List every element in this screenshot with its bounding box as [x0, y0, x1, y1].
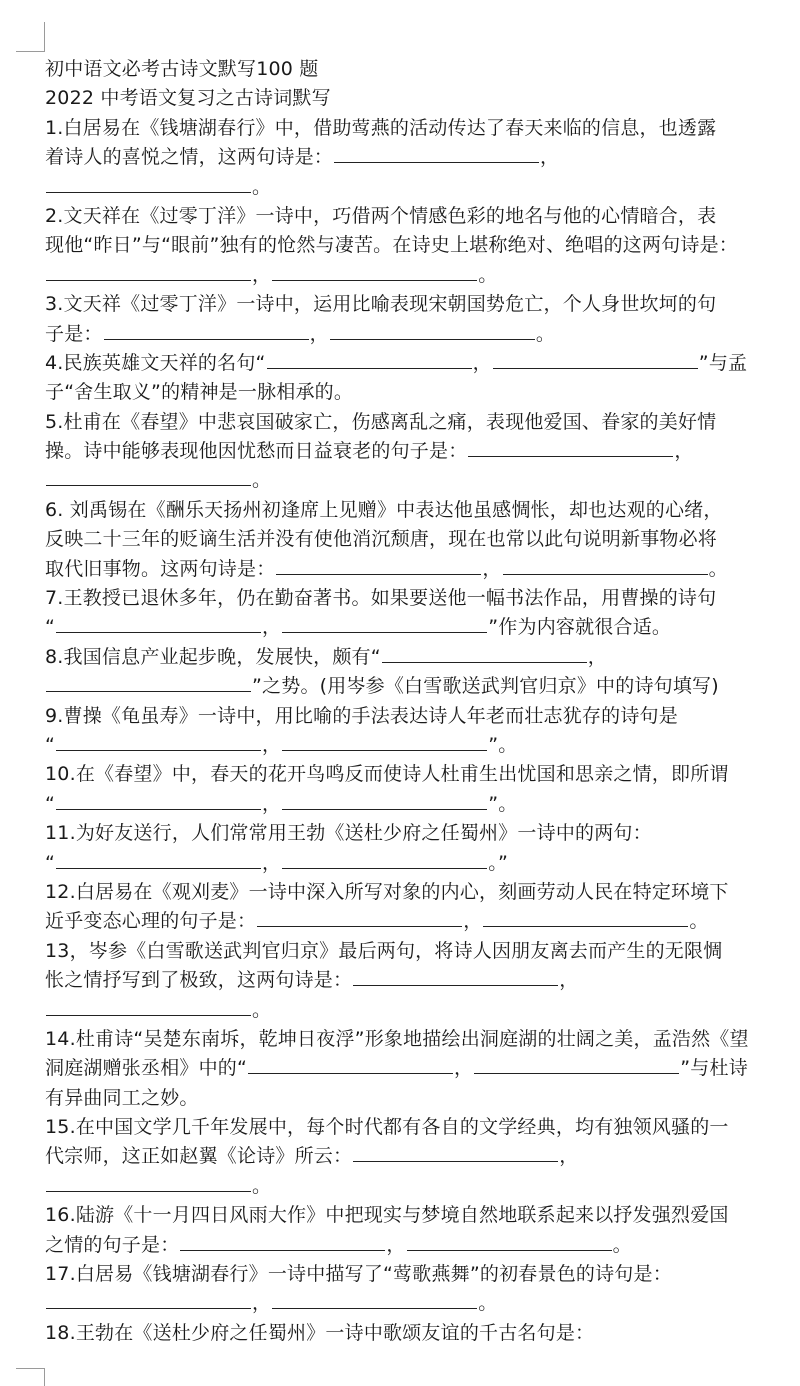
text-segment: ， — [559, 969, 579, 992]
page-corner-mark-bottom — [44, 1368, 45, 1386]
fill-in-blank[interactable] — [267, 349, 472, 369]
fill-in-blank[interactable] — [493, 349, 698, 369]
text-segment: ， — [262, 792, 282, 815]
text-segment: 代宗师，这正如赵翼《论诗》所云： — [45, 1145, 353, 1168]
text-segment: 。 — [708, 557, 728, 580]
text-segment: 反映二十三年的贬谪生活并没有使他消沉颓唐，现在也常以此句说明新事物必将 — [45, 528, 718, 551]
fill-in-blank[interactable] — [282, 790, 487, 810]
fill-in-blank[interactable] — [272, 261, 477, 281]
text-segment: “ — [45, 851, 56, 874]
fill-in-blank[interactable] — [334, 143, 539, 163]
text-line — [45, 849, 800, 878]
text-segment: ”与杜诗 — [680, 1057, 748, 1080]
text-segment: ， — [674, 440, 694, 463]
text-segment: ”。 — [488, 733, 518, 756]
text-segment: 初中语文必考古诗文默写100 题 — [45, 58, 319, 80]
text-segment: ， — [559, 1145, 579, 1168]
text-segment: 着诗人的喜悦之情，这两句诗是： — [45, 146, 334, 169]
fill-in-blank[interactable] — [272, 1289, 477, 1309]
text-segment: 近乎变态心理的句子是： — [45, 910, 257, 933]
text-segment: ， — [540, 146, 560, 169]
text-line — [45, 1054, 800, 1083]
fill-in-blank[interactable] — [104, 320, 309, 340]
text-line — [45, 290, 800, 319]
text-segment: 洞庭湖赠张丞相》中的“ — [45, 1057, 248, 1080]
text-line — [45, 1289, 800, 1318]
page-corner-mark-top — [44, 22, 45, 51]
text-line — [45, 613, 800, 642]
text-segment: 。 — [689, 910, 709, 933]
text-line — [45, 1260, 800, 1289]
fill-in-blank[interactable] — [407, 1231, 612, 1251]
fill-in-blank[interactable] — [276, 555, 481, 575]
text-segment: ， — [587, 645, 607, 668]
text-segment: 13，岑参《白雪歌送武判官归京》最后两句，将诗人因朋友离去而产生的无限惆 — [45, 939, 723, 962]
text-segment: ， — [252, 1292, 272, 1315]
text-segment: ”之势。(用岑参《白雪歌送武判官归京》中的诗句填写) — [252, 675, 719, 698]
text-segment: 怅之情抒写到了极致，这两句诗是： — [45, 969, 353, 992]
text-line — [45, 1172, 800, 1201]
text-segment: 有异曲同工之妙。 — [45, 1086, 199, 1109]
text-segment: 7.王教授已退休多年，仍在勤奋著书。如果要送他一幅书法作品，用曹操的诗句 — [45, 587, 717, 610]
text-segment: 2022 中考语文复习之古诗词默写 — [45, 87, 331, 110]
text-segment: ， — [472, 351, 492, 374]
text-segment: ， — [386, 1233, 406, 1256]
fill-in-blank[interactable] — [46, 173, 251, 193]
text-line — [45, 143, 800, 172]
text-segment: 。 — [612, 1233, 632, 1256]
text-line — [45, 1113, 800, 1142]
text-line — [45, 1319, 800, 1348]
text-line — [45, 349, 800, 378]
text-segment: 。 — [252, 1174, 272, 1197]
text-line — [45, 1142, 800, 1171]
text-segment: 14.杜甫诗“吴楚东南坼，乾坤日夜浮”形象地描绘出洞庭湖的壮阔之美，孟浩然《望 — [45, 1027, 749, 1050]
fill-in-blank[interactable] — [46, 672, 251, 692]
text-line — [45, 672, 800, 701]
text-segment: ， — [252, 263, 272, 286]
text-line — [45, 584, 800, 613]
text-segment: 子“舍生取义”的精神是一脉相承的。 — [45, 381, 354, 404]
text-segment: 。 — [478, 263, 498, 286]
text-line — [45, 466, 800, 495]
text-segment: 10.在《春望》中，春天的花开鸟鸣反而使诗人杜甫生出忧国和思亲之情，即所谓 — [45, 763, 729, 786]
fill-in-blank[interactable] — [353, 966, 558, 986]
text-line — [45, 261, 800, 290]
text-line — [45, 1084, 800, 1113]
text-segment: 6. 刘禹锡在《酬乐天扬州初逢席上见赠》中表达他虽感惆怅，却也达观的心绪， — [45, 498, 723, 521]
fill-in-blank[interactable] — [282, 849, 487, 869]
text-line — [45, 819, 800, 848]
fill-in-blank[interactable] — [468, 437, 673, 457]
fill-in-blank[interactable] — [474, 1054, 679, 1074]
text-segment: ， — [482, 557, 502, 580]
text-segment: “ — [45, 792, 56, 815]
text-line — [45, 525, 800, 554]
text-line — [45, 1025, 800, 1054]
text-line — [45, 731, 800, 760]
fill-in-blank[interactable] — [46, 261, 251, 281]
fill-in-blank[interactable] — [282, 731, 487, 751]
text-segment: 之情的句子是： — [45, 1233, 180, 1256]
text-segment: 子是： — [45, 322, 103, 345]
text-segment: 。 — [478, 1292, 498, 1315]
fill-in-blank[interactable] — [330, 320, 535, 340]
text-segment: 取代旧事物。这两句诗是： — [45, 557, 276, 580]
text-segment: “ — [45, 733, 56, 756]
text-segment: ， — [309, 322, 329, 345]
text-line — [45, 966, 800, 995]
document-title — [45, 55, 800, 84]
fill-in-blank[interactable] — [382, 643, 587, 663]
text-line — [45, 320, 800, 349]
text-line — [45, 408, 800, 437]
fill-in-blank[interactable] — [56, 731, 261, 751]
fill-in-blank[interactable] — [56, 849, 261, 869]
text-segment: 1.白居易在《钱塘湖春行》中，借助莺燕的活动传达了春天来临的信息，也透露 — [45, 116, 717, 139]
text-segment: 操。诗中能够表现他因忧愁而日益衰老的句子是： — [45, 440, 468, 463]
fill-in-blank[interactable] — [46, 996, 251, 1016]
text-segment: 4.民族英雄文天祥的名句“ — [45, 351, 266, 374]
text-segment: 8.我国信息产业起步晚，发展快，颇有“ — [45, 645, 381, 668]
text-segment: “ — [45, 616, 56, 639]
fill-in-blank[interactable] — [353, 1142, 558, 1162]
text-line — [45, 937, 800, 966]
text-line — [45, 496, 800, 525]
fill-in-blank[interactable] — [46, 1172, 251, 1192]
text-segment: ， — [463, 910, 483, 933]
text-segment: 9.曹操《龟虽寿》一诗中，用比喻的手法表达诗人年老而壮志犹存的诗句是 — [45, 704, 678, 727]
text-line — [45, 996, 800, 1025]
text-segment: 5.杜甫在《春望》中悲哀国破家亡，伤感离乱之痛，表现他爱国、眷家的美好情 — [45, 410, 717, 433]
fill-in-blank[interactable] — [56, 613, 261, 633]
text-segment: ”作为内容就很合适。 — [488, 616, 672, 639]
text-line — [45, 555, 800, 584]
fill-in-blank[interactable] — [56, 790, 261, 810]
text-segment: ”。 — [488, 792, 518, 815]
text-line — [45, 114, 800, 143]
text-segment: 。 — [252, 469, 272, 492]
document-body — [45, 55, 800, 1348]
fill-in-blank[interactable] — [503, 555, 708, 575]
text-line — [45, 1231, 800, 1260]
text-segment: 。” — [488, 851, 508, 874]
text-segment: ”与孟 — [698, 351, 748, 374]
text-line — [45, 378, 800, 407]
text-segment: 16.陆游《十一月四日风雨大作》中把现实与梦境自然地联系起来以抒发强烈爱国 — [45, 1204, 729, 1227]
text-line — [45, 702, 800, 731]
fill-in-blank[interactable] — [282, 613, 487, 633]
text-line — [45, 231, 800, 260]
text-segment: 3.文天祥《过零丁洋》一诗中，运用比喻表现宋朝国势危亡，个人身世坎坷的句 — [45, 293, 717, 316]
text-segment: 11.为好友送行，人们常常用王勃《送杜少府之任蜀州》一诗中的两句： — [45, 822, 652, 845]
text-line — [45, 202, 800, 231]
fill-in-blank[interactable] — [46, 466, 251, 486]
fill-in-blank[interactable] — [257, 907, 462, 927]
text-line — [45, 907, 800, 936]
fill-in-blank[interactable] — [248, 1054, 453, 1074]
text-segment: ， — [262, 616, 282, 639]
page-corner-mark-top-h — [16, 51, 45, 52]
text-segment: 15.在中国文学几千年发展中，每个时代都有各自的文学经典，均有独领风骚的一 — [45, 1116, 729, 1139]
text-segment: ， — [262, 851, 282, 874]
text-line — [45, 1201, 800, 1230]
text-line — [45, 643, 800, 672]
text-segment: ， — [262, 733, 282, 756]
fill-in-blank[interactable] — [46, 1289, 251, 1309]
text-segment: 。 — [535, 322, 556, 345]
page-corner-mark-bottom-h — [16, 1368, 45, 1369]
text-line — [45, 878, 800, 907]
text-segment: ， — [454, 1057, 474, 1080]
text-line — [45, 760, 800, 789]
document-title — [45, 84, 800, 113]
text-line — [45, 790, 800, 819]
text-segment: 。 — [252, 175, 272, 198]
text-segment: 17.白居易《钱塘湖春行》一诗中描写了“莺歌燕舞”的初春景色的诗句是： — [45, 1263, 672, 1286]
text-segment: 2.文天祥在《过零丁洋》一诗中，巧借两个情感色彩的地名与他的心情暗合，表 — [45, 204, 717, 227]
text-segment: 现他“昨日”与“眼前”独有的怆然与凄苦。在诗史上堪称绝对、绝唱的这两句诗是： — [45, 234, 738, 257]
fill-in-blank[interactable] — [483, 907, 688, 927]
text-segment: 。 — [252, 998, 272, 1021]
text-segment: 12.白居易在《观刈麦》一诗中深入所写对象的内心，刻画劳动人民在特定环境下 — [45, 880, 729, 903]
text-line — [45, 173, 800, 202]
text-line — [45, 437, 800, 466]
text-segment: 18.王勃在《送杜少府之任蜀州》一诗中歌颂友谊的千古名句是： — [45, 1321, 595, 1344]
fill-in-blank[interactable] — [180, 1231, 385, 1251]
